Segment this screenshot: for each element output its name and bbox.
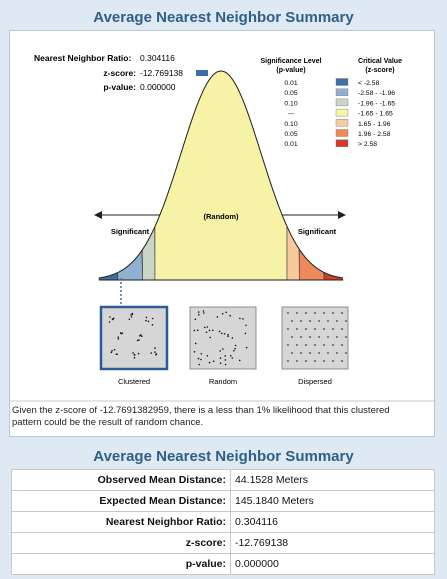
pattern-thumbnail <box>190 307 256 369</box>
pattern-point <box>200 359 202 361</box>
pattern-point <box>222 313 224 315</box>
pattern-point <box>336 320 338 322</box>
pattern-point <box>327 320 329 322</box>
pattern-point <box>327 336 329 338</box>
pattern-point <box>327 352 329 354</box>
pattern-point <box>219 350 221 352</box>
pattern-point <box>345 336 347 338</box>
pattern-point <box>229 315 231 317</box>
pattern-point <box>239 318 241 320</box>
pattern-point <box>111 350 113 352</box>
left-significant-label: Significant <box>110 227 150 236</box>
legend-z-range: 1.96 - 2.58 <box>358 131 391 138</box>
legend-z-range: -1.65 - 1.65 <box>358 110 393 118</box>
pattern-thumbnails <box>101 307 348 369</box>
pattern-point <box>221 333 223 335</box>
pattern-point <box>118 338 120 340</box>
pattern-point <box>225 364 227 366</box>
legend-z-range: -2.58 - -1.96 <box>358 90 396 98</box>
pattern-point <box>220 357 222 359</box>
pattern-point <box>156 353 158 355</box>
interpretation-caption: Given the z-score of -12.7691382959, there is a less than 1% likelihood that this clustered pattern could be the result of random chance. <box>12 405 390 428</box>
pattern-point <box>296 328 298 330</box>
pattern-point <box>234 348 236 350</box>
pattern-point <box>219 331 221 333</box>
row-label: Nearest Neighbor Ratio: <box>12 512 231 533</box>
pattern-point <box>300 352 302 354</box>
pattern-point <box>287 328 289 330</box>
pattern-point <box>323 360 325 362</box>
pattern-point <box>148 321 150 323</box>
pattern-point <box>341 344 343 346</box>
pattern-point <box>224 333 226 335</box>
legend-swatch <box>336 89 348 96</box>
legend-p-value: 0.05 <box>284 90 298 98</box>
pattern-point <box>131 316 133 318</box>
bell-curve <box>99 71 343 280</box>
pattern-point <box>224 355 226 357</box>
zscore-value: -12.769138 <box>140 68 184 78</box>
pattern-point <box>213 360 215 362</box>
pattern-point <box>116 353 118 355</box>
pattern-point <box>332 328 334 330</box>
pattern-point <box>233 350 235 352</box>
pattern-point <box>309 320 311 322</box>
table-row <box>12 554 435 575</box>
pattern-thumbnail <box>101 307 167 369</box>
legend-swatch <box>336 79 348 86</box>
pattern-point <box>318 320 320 322</box>
pattern-point <box>305 312 307 314</box>
pattern-point <box>204 327 206 329</box>
pattern-point <box>206 332 208 334</box>
legend-sig-subtitle: (p-value) <box>276 67 306 74</box>
pattern-point <box>232 337 234 339</box>
pvalue-label: p-value: <box>103 82 136 92</box>
pattern-point <box>227 336 229 338</box>
pattern-point <box>209 330 211 332</box>
pattern-point <box>314 360 316 362</box>
pattern-point <box>132 314 134 316</box>
pattern-point <box>341 312 343 314</box>
pattern-point <box>198 314 200 316</box>
pattern-point <box>194 330 196 332</box>
pattern-point <box>287 312 289 314</box>
pattern-point <box>220 362 222 364</box>
pattern-point <box>296 360 298 362</box>
pattern-point <box>134 354 136 356</box>
pattern-point <box>318 336 320 338</box>
pattern-point <box>336 336 338 338</box>
pattern-point <box>207 355 209 357</box>
summary-table <box>11 469 435 575</box>
legend-z-range: -1.96 - -1.65 <box>358 100 396 108</box>
pattern-point <box>111 352 113 354</box>
pattern-point <box>195 343 197 345</box>
legend-z-range: 1.65 - 1.96 <box>358 120 391 128</box>
legend-rows <box>284 79 395 149</box>
random-label: (Random) <box>203 212 239 221</box>
pattern-point <box>201 353 203 355</box>
pattern-point <box>305 328 307 330</box>
pattern-point <box>140 334 142 336</box>
legend-p-value: 0.10 <box>284 100 298 108</box>
row-label: z-score: <box>12 533 231 554</box>
report-title: Average Nearest Neighbor Summary <box>93 9 354 26</box>
legend-p-value: 0.01 <box>284 80 298 87</box>
curve-region <box>155 71 287 280</box>
pattern-point <box>109 316 111 318</box>
pattern-point <box>203 312 205 314</box>
pattern-point <box>305 344 307 346</box>
legend-p-value: 0.05 <box>284 131 298 138</box>
pattern-point <box>332 360 334 362</box>
pattern-point <box>341 328 343 330</box>
pattern-point <box>113 318 115 320</box>
left-arrowhead <box>94 211 102 219</box>
legend-z-range: < -2.58 <box>358 80 380 87</box>
legend-crit-subtitle: (z-score) <box>365 67 395 74</box>
pattern-point <box>145 320 147 322</box>
pattern-point <box>138 339 140 341</box>
pattern-point <box>332 344 334 346</box>
pattern-point <box>194 351 196 353</box>
pattern-point <box>134 357 136 359</box>
pattern-point <box>323 344 325 346</box>
pattern-point <box>291 320 293 322</box>
pattern-point <box>198 358 200 360</box>
pattern-point <box>114 349 116 351</box>
legend-swatch <box>336 109 348 116</box>
table-row <box>12 491 435 512</box>
pattern-point <box>222 348 224 350</box>
pattern-point <box>152 318 154 320</box>
row-value: -12.769138 <box>231 533 435 554</box>
legend-z-range: > 2.58 <box>358 141 378 149</box>
significance-diagram-panel <box>9 30 435 437</box>
pattern-point <box>235 345 237 347</box>
zscore-swatch <box>196 70 208 76</box>
right-significant-label: Significant <box>297 227 337 236</box>
pattern-point <box>239 360 241 362</box>
pattern-point <box>287 344 289 346</box>
row-value: 0.000000 <box>231 554 435 575</box>
row-value: 44.1528 Meters <box>231 470 435 491</box>
ratio-label: Nearest Neighbor Ratio: <box>34 53 132 63</box>
pattern-point <box>314 344 316 346</box>
pattern-point <box>291 352 293 354</box>
pattern-point <box>150 352 152 354</box>
legend-swatch <box>336 130 348 137</box>
row-label: p-value: <box>12 554 231 575</box>
table-row <box>12 470 435 491</box>
pattern-point <box>132 352 134 354</box>
pattern-point <box>109 321 111 323</box>
pattern-point <box>212 330 214 332</box>
pattern-point <box>245 325 247 327</box>
pattern-point <box>314 328 316 330</box>
pattern-point <box>230 355 232 357</box>
row-value: 145.1840 Meters <box>231 491 435 512</box>
pattern-point <box>154 351 156 353</box>
pattern-point <box>209 362 211 364</box>
pattern-point <box>198 364 200 366</box>
pattern-point <box>309 352 311 354</box>
pattern-point <box>117 336 119 338</box>
pattern-point <box>152 324 154 326</box>
pattern-point <box>246 347 248 349</box>
pattern-point <box>242 318 244 320</box>
pattern-point <box>300 320 302 322</box>
zscore-label: z-score: <box>103 68 136 78</box>
summary-title: Average Nearest Neighbor Summary <box>93 448 354 465</box>
pattern-point <box>197 329 199 331</box>
pattern-point <box>203 310 205 312</box>
pattern-point <box>207 326 209 328</box>
pvalue-value: 0.000000 <box>140 82 176 92</box>
pattern-point <box>332 312 334 314</box>
pattern-point <box>209 337 211 339</box>
pattern-point <box>217 316 219 318</box>
pattern-point <box>287 360 289 362</box>
pattern-point <box>195 319 197 321</box>
dispersed-label: Dispersed <box>298 377 332 386</box>
ratio-value: 0.304116 <box>140 53 175 63</box>
legend-swatch <box>336 119 348 126</box>
pattern-point <box>154 347 156 349</box>
pattern-point <box>345 320 347 322</box>
pattern-point <box>296 344 298 346</box>
pattern-point <box>300 336 302 338</box>
pattern-point <box>345 352 347 354</box>
clustered-label: Clustered <box>117 377 151 386</box>
pattern-point <box>146 317 148 319</box>
row-value: 0.304116 <box>231 512 435 533</box>
legend-p-value: --- <box>287 110 295 118</box>
pattern-point <box>323 312 325 314</box>
pattern-point <box>296 312 298 314</box>
legend-swatch <box>336 140 348 147</box>
pattern-point <box>121 333 123 335</box>
random-pattern-label: Random <box>208 377 238 386</box>
pattern-point <box>198 311 200 313</box>
legend-sig-title: Significance Level <box>260 58 322 65</box>
pattern-thumbnail <box>282 307 348 369</box>
pattern-point <box>129 319 131 321</box>
pattern-point <box>314 312 316 314</box>
pattern-point <box>336 352 338 354</box>
pattern-point <box>141 335 143 337</box>
pattern-point <box>318 352 320 354</box>
pattern-point <box>323 328 325 330</box>
pattern-point <box>341 360 343 362</box>
pattern-point <box>232 357 234 359</box>
pattern-point <box>138 353 140 355</box>
pattern-point <box>225 312 227 314</box>
legend-swatch <box>336 99 348 106</box>
legend-p-value: 0.01 <box>284 141 298 149</box>
bell-curve-diagram <box>10 31 436 438</box>
pattern-point <box>225 359 227 361</box>
table-row <box>12 533 435 554</box>
pattern-point <box>305 360 307 362</box>
legend-crit-title: Critical Value <box>358 58 402 65</box>
pattern-point <box>291 336 293 338</box>
row-label: Expected Mean Distance: <box>12 491 231 512</box>
right-arrowhead <box>338 211 346 219</box>
row-label: Observed Mean Distance: <box>12 470 231 491</box>
pattern-point <box>227 334 229 336</box>
legend-p-value: 0.10 <box>284 120 298 128</box>
pattern-point <box>309 336 311 338</box>
pattern-point <box>245 333 247 335</box>
pattern-point <box>130 314 132 316</box>
table-row <box>12 512 435 533</box>
